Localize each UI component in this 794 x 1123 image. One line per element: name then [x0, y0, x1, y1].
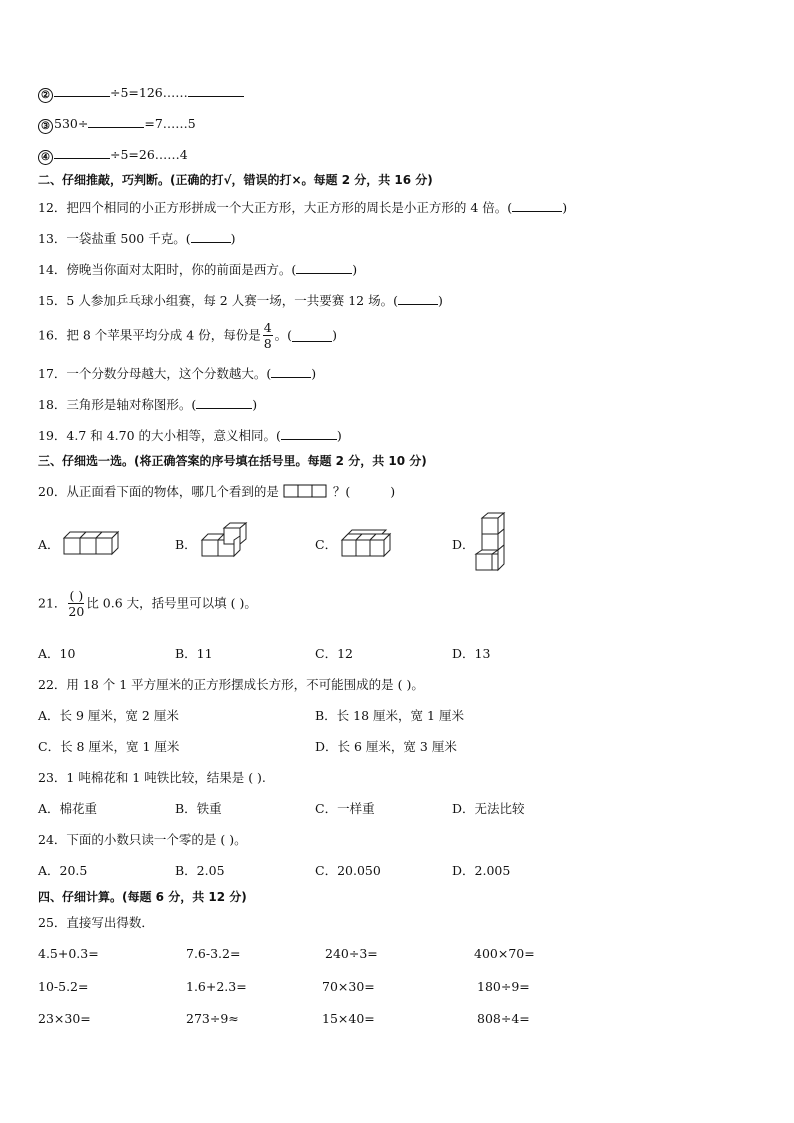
question-13: 13．一袋盐重 500 千克。( ): [38, 231, 236, 246]
question-19: 19．4.7 和 4.70 的大小相等，意义相同。( ): [38, 428, 342, 443]
equation-text: ÷5=26……4: [110, 147, 188, 162]
item-3: [38, 115, 196, 134]
answer-blank[interactable]: [54, 84, 110, 97]
calc-item: 400×70=: [474, 946, 535, 961]
cube-figure-d-icon: [474, 512, 508, 574]
calc-item: 70×30=: [322, 979, 375, 994]
q23-option-b[interactable]: B．铁重: [175, 801, 222, 816]
question-15: 15．5 人参加乒乓球小组赛，每 2 人赛一场，一共要赛 12 场。( ): [38, 293, 443, 308]
answer-blank[interactable]: [196, 396, 252, 409]
question-22: 22．用 18 个 1 平方厘米的正方形摆成长方形，不可能围成的是 ( )。: [38, 677, 424, 692]
calc-item: 10-5.2=: [38, 979, 89, 994]
question-14: 14．傍晚当你面对太阳时，你的前面是西方。( ): [38, 262, 358, 277]
answer-blank[interactable]: [88, 115, 144, 128]
section4-heading: 四、仔细计算。(每题 6 分，共 12 分): [38, 890, 247, 904]
equation-text: =7……5: [144, 116, 196, 131]
question-25: 25．直接写出得数．: [38, 915, 154, 930]
calc-item: 808÷4=: [477, 1011, 530, 1026]
question-18: 18．三角形是轴对称图形。( ): [38, 397, 258, 412]
q24-option-b[interactable]: B．2.05: [175, 863, 225, 878]
fraction: $\frac{4}{8}$: [263, 320, 272, 351]
option-c-label[interactable]: C．: [315, 537, 338, 552]
fraction: $\frac{( )}{20}$: [68, 588, 85, 619]
question-20: 20．从正面看下面的物体，哪几个看到的是 ？( ): [38, 484, 396, 499]
answer-blank[interactable]: [54, 146, 110, 159]
question-23: 23．1 吨棉花和 1 吨铁比较，结果是 ( ).: [38, 770, 266, 785]
option-a-label[interactable]: A．: [38, 537, 60, 552]
q21-option-b[interactable]: B．11: [175, 646, 213, 661]
answer-blank[interactable]: [281, 427, 337, 440]
three-squares-view-icon: [283, 484, 329, 498]
question-17: 17．一个分数分母越大，这个分数越大。( ): [38, 366, 317, 381]
answer-blank[interactable]: [512, 199, 562, 212]
cube-figure-a-icon: [62, 528, 122, 558]
answer-blank[interactable]: [191, 230, 231, 243]
circle-number: ③: [38, 119, 53, 134]
q21-option-a[interactable]: A．10: [38, 646, 76, 661]
option-b-label[interactable]: B．: [175, 537, 197, 552]
answer-blank[interactable]: [188, 84, 244, 97]
calc-item: 4.5+0.3=: [38, 946, 99, 961]
calc-item: 15×40=: [322, 1011, 375, 1026]
q22-option-d[interactable]: D．长 6 厘米，宽 3 厘米: [315, 739, 457, 754]
q23-option-d[interactable]: D．无法比较: [452, 801, 525, 816]
calc-item: 240÷3=: [325, 946, 378, 961]
calc-item: 273÷9≈: [186, 1011, 239, 1026]
calc-item: 1.6+2.3=: [186, 979, 247, 994]
item-2: [38, 84, 244, 103]
item-4: [38, 146, 188, 165]
question-16: 16．把 8 个苹果平均分成 4 份，每份是 $\frac{4}{8}$ 。( ): [38, 320, 337, 351]
calc-item: 23×30=: [38, 1011, 91, 1026]
circle-number: ②: [38, 88, 53, 103]
q23-option-c[interactable]: C．一样重: [315, 801, 375, 816]
circle-number: ④: [38, 150, 53, 165]
question-24: 24．下面的小数只读一个零的是 ( )。: [38, 832, 247, 847]
equation-text: 530÷: [54, 116, 89, 131]
q24-option-d[interactable]: D．2.005: [452, 863, 511, 878]
answer-blank[interactable]: [398, 292, 438, 305]
q22-option-a[interactable]: A．长 9 厘米，宽 2 厘米: [38, 708, 179, 723]
q21-option-c[interactable]: C．12: [315, 646, 353, 661]
q22-option-b[interactable]: B．长 18 厘米，宽 1 厘米: [315, 708, 464, 723]
answer-blank[interactable]: [296, 261, 352, 274]
option-d-label[interactable]: D．: [452, 537, 475, 552]
cube-figure-c-icon: [340, 528, 392, 560]
q21-option-d[interactable]: D．13: [452, 646, 491, 661]
answer-blank[interactable]: [271, 365, 311, 378]
calc-item: 180÷9=: [477, 979, 530, 994]
equation-text: ÷5=126……: [110, 85, 188, 100]
question-12: 12．把四个相同的小正方形拼成一个大正方形，大正方形的周长是小正方形的 4 倍。( ): [38, 200, 568, 215]
question-21: 21． $\frac{( )}{20}$ 比 0.6 大，括号里可以填 ( )。: [38, 588, 257, 619]
section3-heading: 三、仔细选一选。(将正确答案的序号填在括号里。每题 2 分，共 10 分): [38, 454, 427, 468]
cube-figure-b-icon: [200, 522, 254, 560]
q23-option-a[interactable]: A．棉花重: [38, 801, 98, 816]
answer-blank[interactable]: [292, 329, 332, 342]
section2-heading: 二、仔细推敲，巧判断。(正确的打√，错误的打×。每题 2 分，共 16 分): [38, 173, 433, 187]
calc-item: 7.6-3.2=: [186, 946, 241, 961]
q22-option-c[interactable]: C．长 8 厘米，宽 1 厘米: [38, 739, 180, 754]
q24-option-a[interactable]: A．20.5: [38, 863, 88, 878]
q24-option-c[interactable]: C．20.050: [315, 863, 381, 878]
